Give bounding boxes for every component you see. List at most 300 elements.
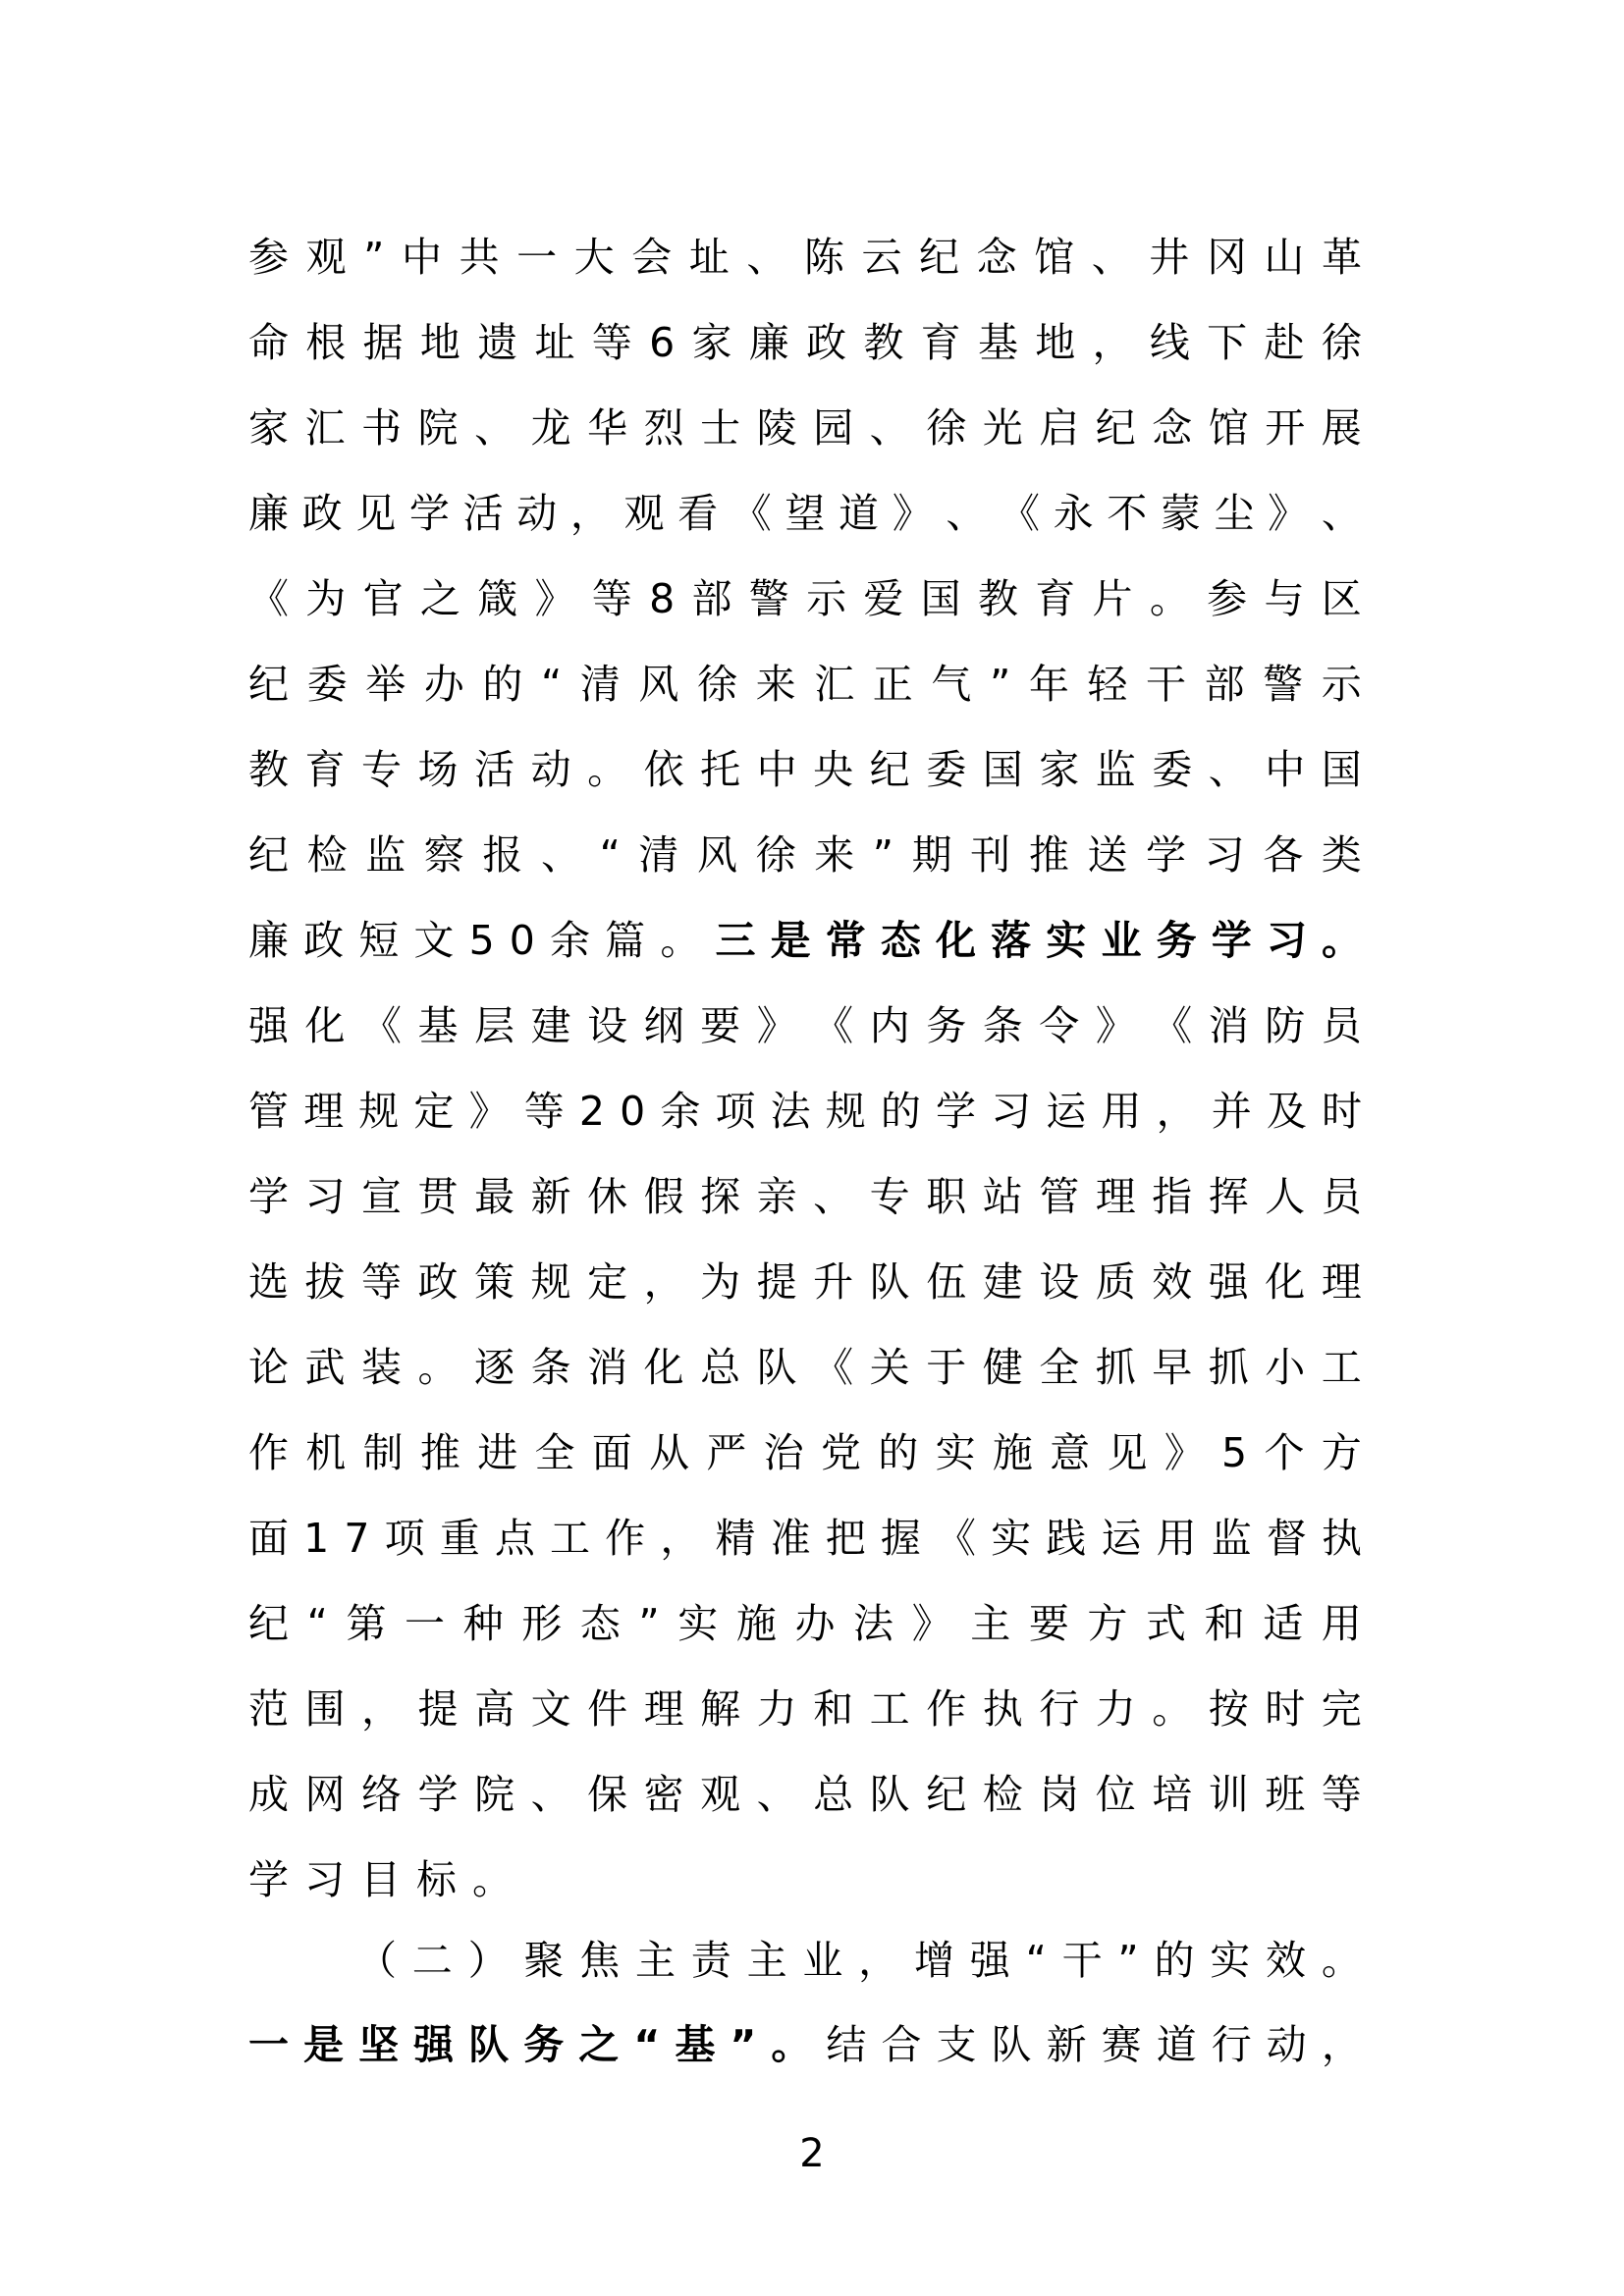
glyph: 部	[691, 575, 732, 622]
glyph: 园	[813, 404, 854, 452]
glyph: 命	[248, 319, 289, 366]
glyph: 篇	[605, 917, 646, 964]
glyph: 总	[700, 1344, 741, 1391]
glyph: 令	[1039, 1002, 1080, 1049]
glyph: 纪	[926, 1771, 967, 1818]
glyph: 等	[591, 319, 632, 366]
glyph: 强	[1208, 1258, 1249, 1306]
glyph: 中	[1265, 746, 1306, 793]
glyph: 定	[413, 1088, 455, 1135]
glyph: 《	[936, 1515, 977, 1562]
glyph: 尘	[1214, 490, 1255, 537]
glyph: 政	[417, 1258, 459, 1306]
glyph: 探	[700, 1173, 741, 1220]
glyph: 络	[361, 1771, 403, 1818]
glyph: 三	[715, 917, 756, 964]
glyph: 部	[1204, 661, 1245, 708]
glyph: 亲	[756, 1173, 797, 1220]
glyph: 习	[1266, 917, 1307, 964]
glyph: 为	[700, 1258, 741, 1306]
glyph: 爱	[863, 575, 904, 622]
glyph: 推	[1028, 831, 1069, 879]
glyph: 刊	[970, 831, 1011, 879]
glyph: 态	[579, 1600, 621, 1647]
glyph: 总	[813, 1771, 854, 1818]
glyph: 华	[587, 404, 628, 452]
glyph: 箴	[477, 575, 518, 622]
glyph: 政	[303, 917, 345, 964]
glyph: 精	[715, 1515, 756, 1562]
glyph: 念	[1152, 404, 1193, 452]
text-line	[248, 1167, 1362, 1226]
glyph: 理	[1095, 1173, 1136, 1220]
glyph: 《	[731, 490, 772, 537]
glyph: 小	[1265, 1344, 1306, 1391]
glyph: 来	[814, 831, 855, 879]
glyph: 文	[413, 917, 455, 964]
glyph: 托	[700, 746, 741, 793]
glyph: 学	[248, 1173, 289, 1220]
glyph: 队	[869, 1258, 910, 1306]
glyph: 教	[248, 746, 289, 793]
glyph: 站	[982, 1173, 1023, 1220]
glyph: 干	[1146, 661, 1186, 708]
text-line	[248, 826, 1362, 884]
glyph: 轻	[1087, 661, 1128, 708]
glyph: 教	[863, 319, 904, 366]
glyph: 工	[1321, 1344, 1362, 1391]
glyph: 片	[1092, 575, 1133, 622]
glyph: 、	[1208, 746, 1249, 793]
text-line	[248, 228, 1362, 287]
glyph: 用	[1101, 1088, 1142, 1135]
glyph: 0	[509, 917, 535, 964]
glyph: 区	[1321, 575, 1362, 622]
glyph: 党	[820, 1429, 861, 1476]
glyph: 委	[1152, 746, 1193, 793]
glyph: 展	[1321, 404, 1362, 452]
glyph: 规	[530, 1258, 571, 1306]
glyph: 院	[474, 1771, 515, 1818]
glyph: 提	[756, 1258, 797, 1306]
glyph: 国	[1321, 746, 1362, 793]
glyph: 要	[700, 1002, 741, 1049]
glyph: 休	[587, 1173, 628, 1220]
glyph: ，	[361, 1685, 403, 1733]
glyph: 坚	[358, 2021, 400, 2068]
glyph: 风	[697, 831, 737, 879]
glyph: 式	[1146, 1600, 1186, 1647]
glyph: 建	[982, 1258, 1023, 1306]
glyph: 完	[1321, 1685, 1362, 1733]
glyph: 陵	[756, 404, 797, 452]
glyph: 《	[813, 1002, 854, 1049]
glyph: 见	[1107, 1429, 1148, 1476]
glyph: 聚	[523, 1937, 565, 1984]
glyph: 赴	[1264, 319, 1305, 366]
glyph: 场	[417, 746, 459, 793]
glyph: 示	[806, 575, 847, 622]
glyph: 防	[1265, 1002, 1306, 1049]
glyph: 时	[1265, 1685, 1306, 1733]
glyph: 家	[1039, 746, 1080, 793]
glyph: 强	[969, 1937, 1010, 1984]
glyph: 。	[771, 2021, 812, 2068]
glyph: 、	[813, 1173, 854, 1220]
glyph: 全	[1039, 1344, 1080, 1391]
glyph: 与	[1264, 575, 1305, 622]
glyph: 》	[1095, 1002, 1136, 1049]
glyph: 、	[474, 404, 515, 452]
glyph: 》	[911, 1600, 952, 1647]
glyph: 把	[825, 1515, 866, 1562]
glyph: 执	[982, 1685, 1023, 1733]
glyph: 内	[869, 1002, 910, 1049]
glyph: 廉	[248, 917, 289, 964]
glyph: 施	[735, 1600, 777, 1647]
glyph: 握	[880, 1515, 921, 1562]
glyph: 国	[982, 746, 1023, 793]
glyph: 效	[1266, 1937, 1307, 1984]
glyph: 是	[770, 917, 811, 964]
glyph: 井	[1149, 234, 1190, 281]
glyph: 专	[361, 746, 403, 793]
glyph: 徐	[697, 661, 737, 708]
glyph: 委	[926, 746, 967, 793]
glyph: 官	[362, 575, 404, 622]
glyph: 国	[920, 575, 961, 622]
glyph: 业	[1101, 917, 1142, 964]
glyph: 务	[926, 1002, 967, 1049]
text-line	[248, 484, 1362, 543]
glyph: 警	[1263, 661, 1304, 708]
glyph: 结	[826, 2021, 867, 2068]
glyph: 6	[649, 319, 676, 366]
glyph: 纪	[869, 746, 910, 793]
text-line	[248, 1594, 1362, 1653]
glyph: 启	[1039, 404, 1080, 452]
glyph: 人	[1265, 1173, 1306, 1220]
glyph: 气	[931, 661, 972, 708]
glyph: 早	[1152, 1344, 1193, 1391]
glyph: 逐	[474, 1344, 515, 1391]
glyph: 施	[992, 1429, 1033, 1476]
glyph: 指	[1152, 1173, 1193, 1220]
glyph: 。	[1322, 917, 1362, 964]
glyph: 习	[304, 1173, 346, 1220]
glyph: 意	[1050, 1429, 1091, 1476]
glyph: 、	[946, 490, 987, 537]
glyph: 会	[631, 234, 673, 281]
glyph: 保	[587, 1771, 628, 1818]
glyph: 密	[643, 1771, 684, 1818]
glyph: 山	[1264, 234, 1305, 281]
glyph: 廉	[248, 490, 289, 537]
glyph: 健	[982, 1344, 1023, 1391]
glyph: 制	[362, 1429, 404, 1476]
glyph: 等	[361, 1258, 403, 1306]
glyph: 的	[878, 1429, 919, 1476]
glyph: 》	[1164, 1429, 1205, 1476]
glyph: 址	[688, 234, 730, 281]
glyph: 层	[474, 1002, 515, 1049]
glyph: 项	[715, 1088, 756, 1135]
text-line	[248, 1509, 1362, 1568]
glyph: 要	[1028, 1600, 1069, 1647]
glyph: 实	[991, 1515, 1032, 1562]
glyph: 址	[534, 319, 575, 366]
glyph: 《	[813, 1344, 854, 1391]
glyph: 纪	[248, 1600, 289, 1647]
glyph: 报	[482, 831, 523, 879]
glyph: 务	[523, 2021, 565, 2068]
glyph: 纲	[643, 1002, 684, 1049]
glyph: 用	[1321, 1600, 1362, 1647]
glyph: 一	[248, 2021, 289, 2068]
glyph: 践	[1046, 1515, 1087, 1562]
glyph: 条	[982, 1002, 1023, 1049]
glyph: 5	[468, 917, 495, 964]
glyph: 。	[587, 746, 628, 793]
glyph: 徐	[1321, 319, 1362, 366]
glyph: 和	[813, 1685, 854, 1733]
glyph: 学	[417, 1771, 459, 1818]
glyph: 伍	[926, 1258, 967, 1306]
glyph: 队	[756, 1344, 797, 1391]
glyph: 1	[303, 1515, 330, 1562]
glyph: 一	[516, 234, 558, 281]
glyph: 文	[530, 1685, 571, 1733]
glyph: ，	[858, 1937, 899, 1984]
glyph: 设	[1039, 1258, 1080, 1306]
glyph: 重	[439, 1515, 480, 1562]
text-line	[248, 1338, 1362, 1397]
glyph: 及	[1266, 1088, 1307, 1135]
glyph: 委	[306, 661, 348, 708]
glyph: 推	[419, 1429, 460, 1476]
glyph: 用	[1156, 1515, 1197, 1562]
glyph: ”	[730, 2021, 757, 2068]
glyph: “	[599, 831, 621, 879]
glyph: 适	[1263, 1600, 1304, 1647]
glyph: 严	[706, 1429, 747, 1476]
glyph: 管	[248, 1088, 289, 1135]
glyph: 设	[587, 1002, 628, 1049]
glyph: “	[1025, 1937, 1047, 1984]
glyph: 是	[303, 2021, 345, 2068]
glyph: 》	[1268, 490, 1309, 537]
glyph: 治	[763, 1429, 804, 1476]
glyph: 规	[825, 1088, 866, 1135]
glyph: 运	[1046, 1088, 1087, 1135]
glyph: 5	[1221, 1429, 1248, 1476]
glyph: 解	[700, 1685, 741, 1733]
glyph: 二	[411, 1937, 453, 1984]
glyph: ，	[660, 1515, 701, 1562]
glyph: 观	[700, 1771, 741, 1818]
section-heading-line	[356, 1931, 1362, 1990]
glyph: 见	[355, 490, 397, 537]
glyph: 选	[248, 1258, 289, 1306]
text-line	[248, 1423, 1362, 1482]
glyph: 拔	[304, 1258, 346, 1306]
glyph: 训	[1208, 1771, 1249, 1818]
glyph: 质	[1095, 1258, 1136, 1306]
glyph: 点	[494, 1515, 535, 1562]
glyph: 观	[623, 490, 665, 537]
glyph: 蒙	[1160, 490, 1201, 537]
glyph: 陈	[803, 234, 844, 281]
glyph: 等	[1321, 1771, 1362, 1818]
glyph: 风	[638, 661, 679, 708]
glyph: 纪	[248, 661, 289, 708]
glyph: 方	[1087, 1600, 1128, 1647]
glyph: 地	[419, 319, 460, 366]
glyph: 为	[305, 575, 347, 622]
glyph: 态	[880, 917, 921, 964]
glyph: 纪	[919, 234, 959, 281]
glyph: 法	[770, 1088, 811, 1135]
glyph: 假	[643, 1173, 684, 1220]
glyph: 8	[649, 575, 676, 622]
glyph: 基	[977, 319, 1018, 366]
glyph: 一	[405, 1600, 446, 1647]
glyph: 作	[926, 1685, 967, 1733]
glyph: 管	[1039, 1173, 1080, 1220]
glyph: 光	[982, 404, 1023, 452]
glyph: 理	[643, 1685, 684, 1733]
glyph: 责	[690, 1937, 731, 1984]
glyph: 纪	[1095, 404, 1136, 452]
glyph: 》	[892, 490, 933, 537]
text-line	[248, 313, 1362, 372]
glyph: 书	[361, 404, 403, 452]
text-line	[248, 911, 1362, 970]
glyph: 队	[869, 1771, 910, 1818]
glyph: 之	[578, 2021, 620, 2068]
glyph: 抓	[1095, 1344, 1136, 1391]
glyph: 挥	[1208, 1173, 1249, 1220]
text-line	[248, 1765, 1362, 1824]
glyph: 位	[1095, 1771, 1136, 1818]
glyph: 家	[248, 404, 289, 452]
glyph: 并	[1211, 1088, 1252, 1135]
glyph: 看	[677, 490, 719, 537]
glyph: 、	[869, 404, 910, 452]
glyph: 强	[413, 2021, 455, 2068]
glyph: 装	[361, 1344, 403, 1391]
glyph: 检	[306, 831, 348, 879]
glyph: 《	[361, 1002, 403, 1049]
glyph: 高	[474, 1685, 515, 1733]
glyph: 动	[1266, 2021, 1307, 2068]
glyph: 的	[1154, 1937, 1195, 1984]
glyph: 、	[540, 831, 581, 879]
glyph: 消	[587, 1344, 628, 1391]
glyph: 建	[530, 1002, 571, 1049]
glyph: 0	[620, 1088, 646, 1135]
glyph: 化	[304, 1002, 346, 1049]
glyph: 主	[970, 1600, 1011, 1647]
glyph: 最	[474, 1173, 515, 1220]
glyph: 徐	[755, 831, 796, 879]
glyph: 策	[474, 1258, 515, 1306]
glyph: 抓	[1208, 1344, 1249, 1391]
glyph: 的	[880, 1088, 921, 1135]
glyph: “	[306, 1600, 328, 1647]
glyph: 察	[423, 831, 464, 879]
glyph: ，	[569, 490, 611, 537]
glyph: 线	[1149, 319, 1190, 366]
glyph: 进	[477, 1429, 518, 1476]
text-line	[248, 996, 1362, 1055]
glyph: 主	[746, 1937, 787, 1984]
glyph: 观	[305, 234, 347, 281]
glyph: 落	[991, 917, 1032, 964]
glyph: 院	[417, 404, 459, 452]
glyph: 监	[1211, 1515, 1252, 1562]
text-line	[248, 569, 1362, 628]
glyph: 作	[248, 1429, 289, 1476]
glyph: 不	[1107, 490, 1148, 537]
glyph: 条	[530, 1344, 571, 1391]
glyph: 提	[417, 1685, 459, 1733]
glyph: 学	[936, 1088, 977, 1135]
glyph: 范	[248, 1685, 289, 1733]
glyph: 于	[926, 1344, 967, 1391]
glyph: 》	[534, 575, 575, 622]
glyph: 方	[1321, 1429, 1362, 1476]
glyph: 依	[643, 746, 684, 793]
glyph: 地	[1035, 319, 1076, 366]
glyph: 贯	[417, 1173, 459, 1220]
glyph: 运	[1101, 1515, 1142, 1562]
glyph: 支	[936, 2021, 977, 2068]
glyph: 共	[459, 234, 500, 281]
glyph: 化	[936, 917, 977, 964]
glyph: 。	[1152, 1685, 1193, 1733]
glyph: 规	[358, 1088, 400, 1135]
glyph: 参	[248, 234, 289, 281]
glyph: 。	[660, 917, 701, 964]
glyph: 强	[248, 1002, 289, 1049]
glyph: ，	[1092, 319, 1133, 366]
glyph: 汇	[814, 661, 855, 708]
glyph: 、	[1091, 234, 1132, 281]
glyph: ”	[1117, 1937, 1139, 1984]
glyph: 武	[304, 1344, 346, 1391]
glyph: 执	[1322, 1515, 1362, 1562]
glyph: 习	[1204, 831, 1245, 879]
glyph: 类	[1321, 831, 1362, 879]
glyph: 焦	[579, 1937, 621, 1984]
glyph: 和	[1204, 1600, 1245, 1647]
glyph: 机	[305, 1429, 347, 1476]
glyph: 赛	[1101, 2021, 1142, 2068]
glyph: 育	[1035, 575, 1076, 622]
glyph: 化	[643, 1344, 684, 1391]
text-line	[248, 740, 1362, 799]
glyph: 全	[534, 1429, 575, 1476]
glyph: 示	[1321, 661, 1362, 708]
glyph: 工	[550, 1515, 591, 1562]
text-line	[248, 1253, 1362, 1311]
glyph: 宣	[361, 1173, 403, 1220]
glyph: 开	[1265, 404, 1306, 452]
glyph: 各	[1263, 831, 1304, 879]
glyph: 化	[1265, 1258, 1306, 1306]
glyph: 家	[691, 319, 732, 366]
